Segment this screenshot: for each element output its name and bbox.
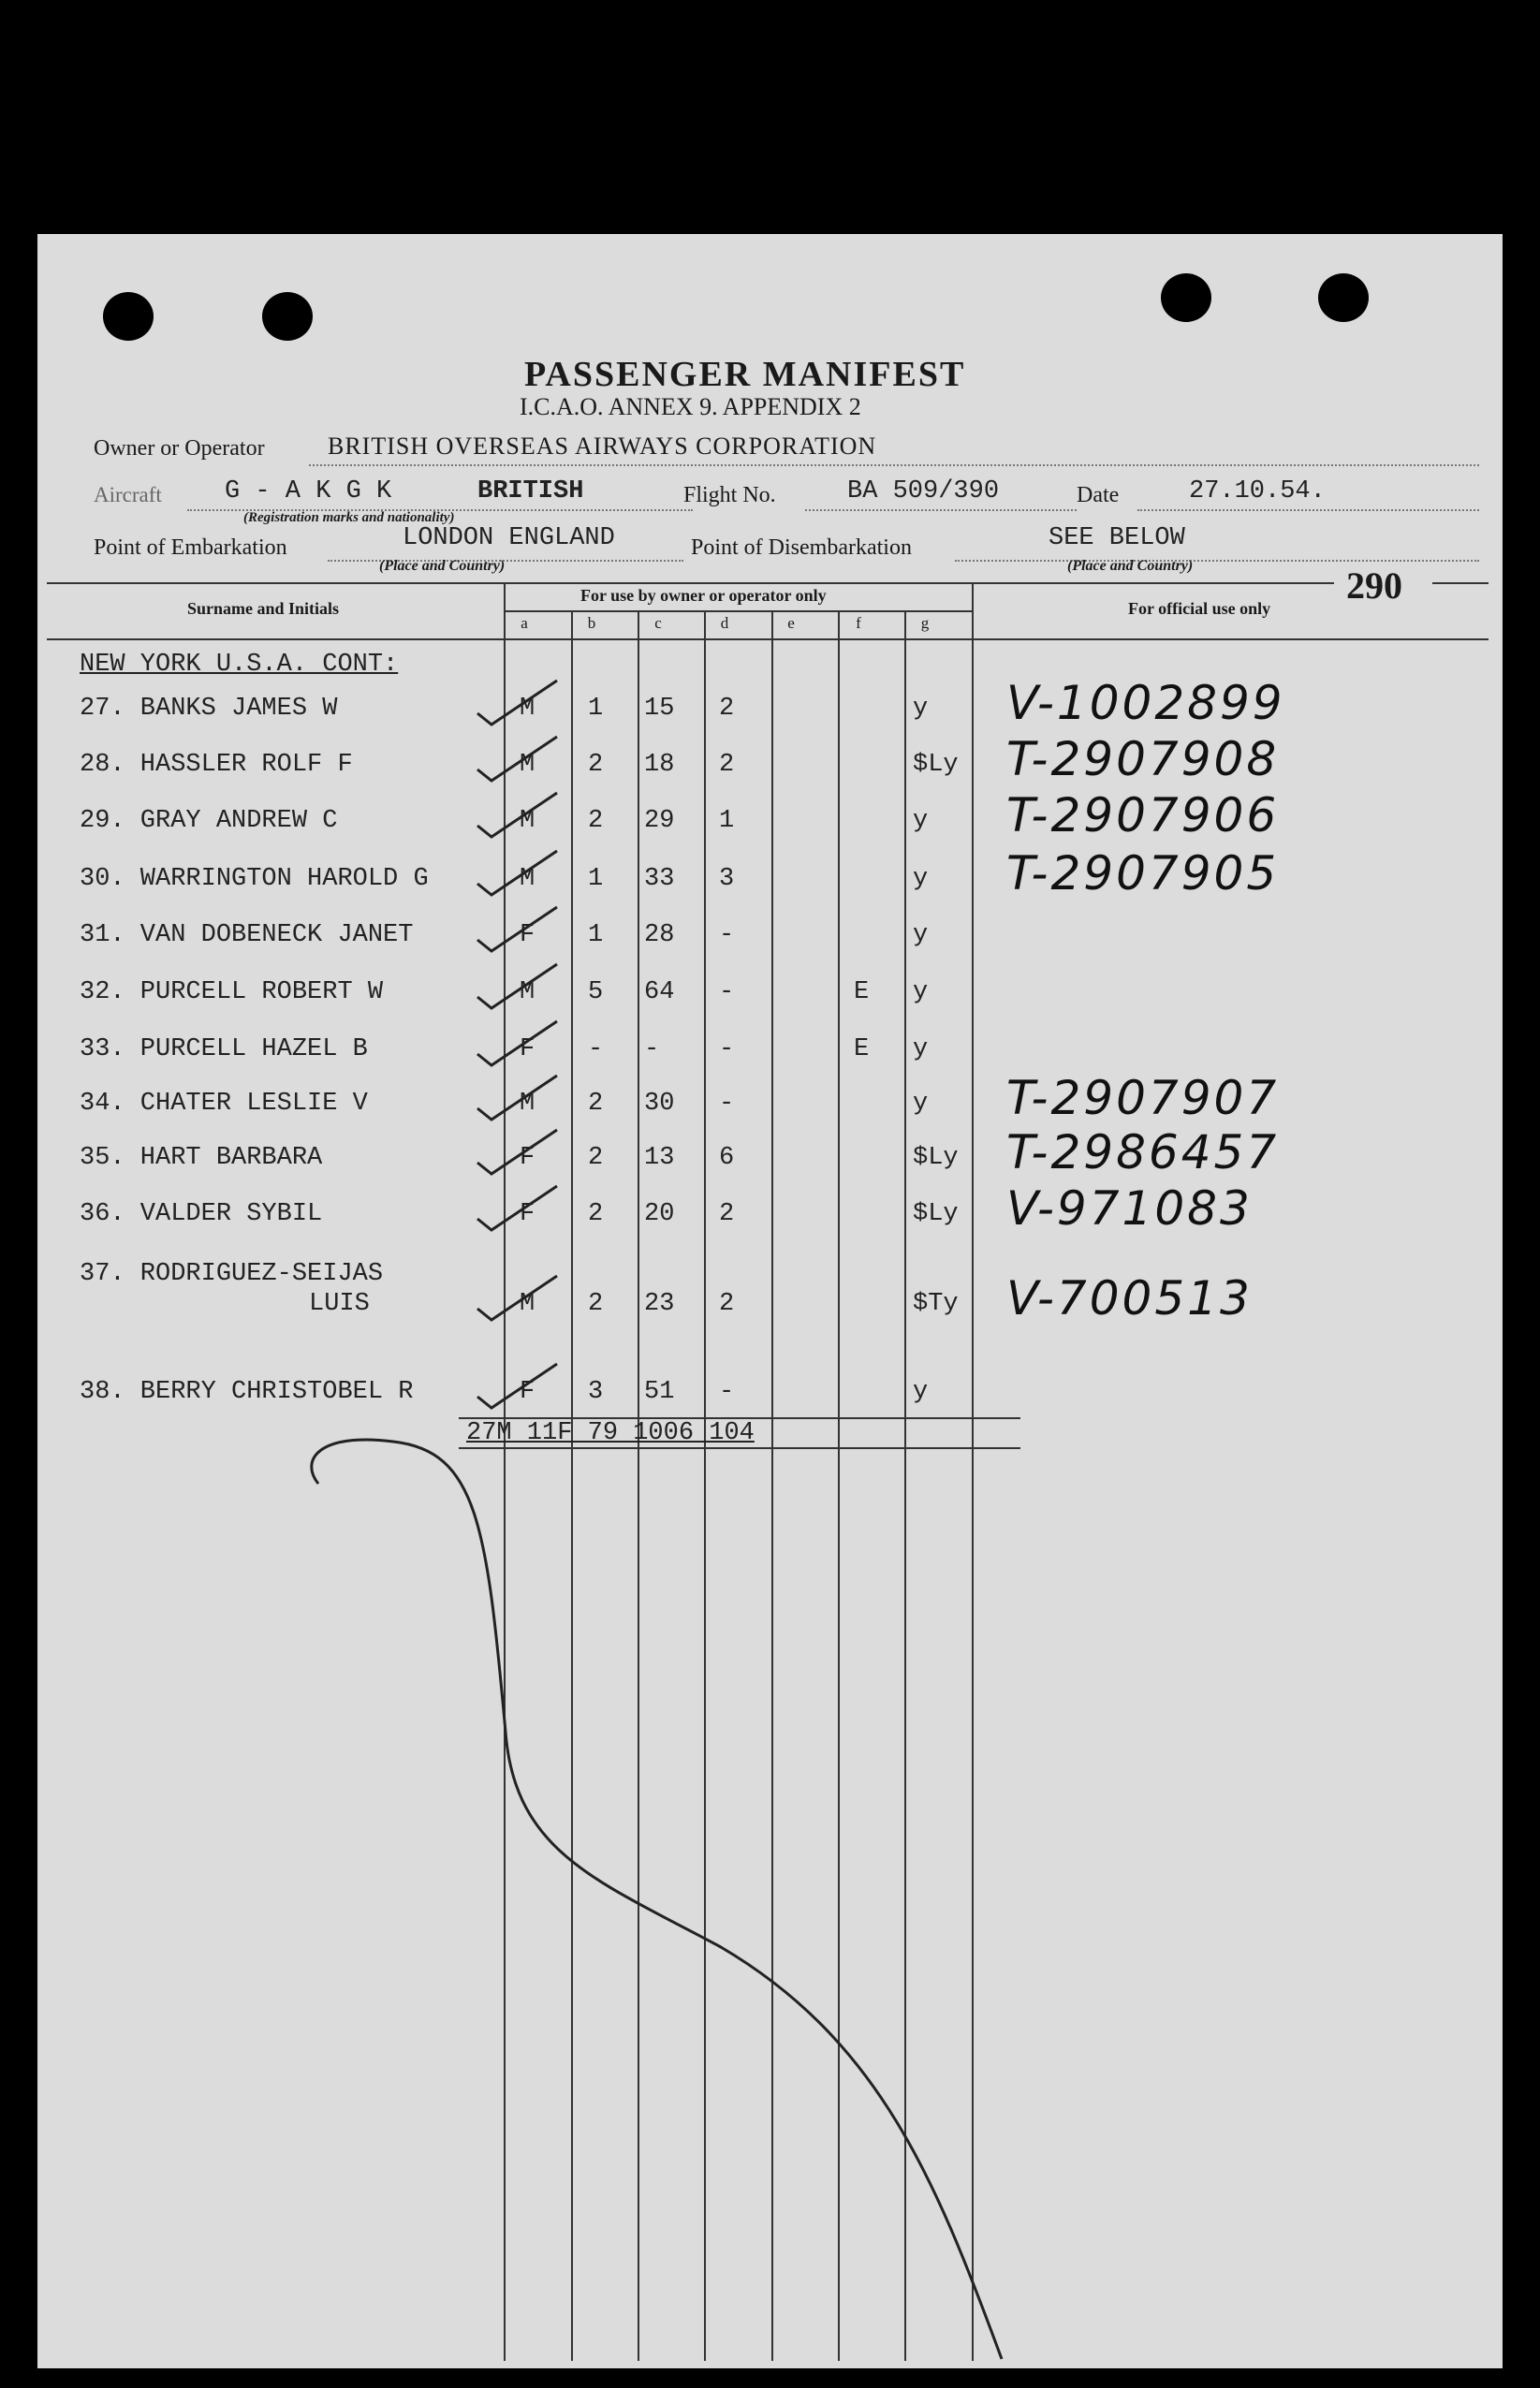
cell-a: F <box>520 921 535 949</box>
official-number: V-1002899 <box>1006 676 1285 730</box>
cell-d: - <box>719 978 735 1006</box>
cell-g: y <box>913 978 929 1006</box>
cell-b: 2 <box>588 1090 604 1118</box>
embark-caption: (Place and Country) <box>379 558 506 574</box>
cell-d: - <box>719 1090 735 1118</box>
cell-g: $Ly <box>913 1200 959 1228</box>
column-a-header: a <box>521 614 528 632</box>
cell-c: 20 <box>644 1200 675 1228</box>
cell-g: y <box>913 807 929 835</box>
date-label: Date <box>1077 483 1120 507</box>
check-mark <box>477 1076 557 1120</box>
name-header: Surname and Initials <box>187 599 340 618</box>
cell-a: F <box>520 1144 535 1172</box>
cell-d: 1 <box>719 807 735 835</box>
aircraft-caption: (Registration marks and nationality) <box>243 510 455 525</box>
cell-d: 2 <box>719 1290 735 1318</box>
passenger-name: 30. WARRINGTON HAROLD G <box>80 865 429 893</box>
cell-g: y <box>913 1035 929 1063</box>
passenger-name: 33. PURCELL HAZEL B <box>80 1035 368 1063</box>
cell-d: 6 <box>719 1144 735 1172</box>
cell-b: 1 <box>588 695 604 723</box>
cell-g: y <box>913 921 929 949</box>
cell-a: M <box>520 865 535 893</box>
cell-d: 2 <box>719 751 735 779</box>
page-number: 290 <box>1346 564 1402 607</box>
flight-label: Flight No. <box>683 483 776 507</box>
column-c-header: c <box>654 614 662 632</box>
cell-g: $Ly <box>913 751 959 779</box>
date-value: 27.10.54. <box>1189 477 1326 505</box>
check-mark <box>477 1130 557 1174</box>
cell-a: M <box>520 751 535 779</box>
passenger-name: 36. VALDER SYBIL <box>80 1200 323 1228</box>
cell-c: 18 <box>644 751 675 779</box>
cell-g: y <box>913 1090 929 1118</box>
official-number: T-2907907 <box>1006 1071 1280 1125</box>
cell-b: 2 <box>588 807 604 835</box>
owner-label: Owner or Operator <box>94 436 265 461</box>
cell-b: 2 <box>588 1290 604 1318</box>
official-number: T-2907905 <box>1006 846 1280 901</box>
pen-squiggle-line <box>312 1440 1002 2359</box>
check-mark <box>477 793 557 837</box>
passenger-name: 37. RODRIGUEZ-SEIJAS <box>80 1260 384 1288</box>
passenger-name: 27. BANKS JAMES W <box>80 695 338 723</box>
cell-c: 51 <box>644 1378 675 1406</box>
flight-value: BA 509/390 <box>847 477 1000 505</box>
official-number: T-2907908 <box>1006 732 1280 786</box>
section-heading: NEW YORK U.S.A. CONT: <box>80 651 399 679</box>
cell-c: 28 <box>644 921 675 949</box>
passenger-name: 34. CHATER LESLIE V <box>80 1090 368 1118</box>
cell-d: - <box>719 1035 735 1063</box>
check-mark <box>477 907 557 951</box>
check-mark <box>477 964 557 1008</box>
cell-c: 13 <box>644 1144 675 1172</box>
cell-c: 23 <box>644 1290 675 1318</box>
official-number: V-971083 <box>1006 1181 1253 1236</box>
cell-c: - <box>644 1035 660 1063</box>
cell-b: 3 <box>588 1378 604 1406</box>
cell-f: E <box>854 978 870 1006</box>
cell-d: 2 <box>719 1200 735 1228</box>
disembark-label: Point of Disembarkation <box>691 535 912 560</box>
check-mark <box>477 851 557 895</box>
official-number: T-2986457 <box>1006 1125 1280 1179</box>
cell-d: 3 <box>719 865 735 893</box>
cell-b: 2 <box>588 751 604 779</box>
passenger-name: 38. BERRY CHRISTOBEL R <box>80 1378 414 1406</box>
cell-c: 30 <box>644 1090 675 1118</box>
cell-g: y <box>913 865 929 893</box>
official-header: For official use only <box>1128 599 1271 618</box>
column-g-header: g <box>920 614 930 632</box>
embark-label: Point of Embarkation <box>94 535 287 560</box>
check-mark <box>477 681 557 725</box>
cell-b: - <box>588 1035 604 1063</box>
cell-g: $Ty <box>913 1290 959 1318</box>
check-mark <box>477 1186 557 1230</box>
embark-value: LONDON ENGLAND <box>403 524 615 552</box>
column-e-header: e <box>787 614 795 632</box>
column-f-header: f <box>856 614 861 632</box>
nationality-value: BRITISH <box>477 477 584 505</box>
cell-b: 1 <box>588 921 604 949</box>
passenger-name: 29. GRAY ANDREW C <box>80 807 338 835</box>
aircraft-label: Aircraft <box>94 483 162 506</box>
aircraft-value: G - A K G K <box>225 477 392 505</box>
passenger-name-continued: LUIS <box>309 1290 370 1318</box>
official-number: T-2907906 <box>1006 788 1280 842</box>
official-number: V-700513 <box>1006 1271 1253 1326</box>
cell-a: F <box>520 1378 535 1406</box>
column-d-header: d <box>720 614 729 632</box>
pen-marks <box>37 234 1503 2368</box>
check-mark <box>477 1364 557 1408</box>
cell-g: y <box>913 1378 929 1406</box>
cell-d: - <box>719 921 735 949</box>
passenger-name: 32. PURCELL ROBERT W <box>80 978 384 1006</box>
cell-c: 33 <box>644 865 675 893</box>
passenger-name: 28. HASSLER ROLF F <box>80 751 353 779</box>
cell-d: - <box>719 1378 735 1406</box>
owner-value: BRITISH OVERSEAS AIRWAYS CORPORATION <box>328 432 877 460</box>
passenger-name: 31. VAN DOBENECK JANET <box>80 921 414 949</box>
cell-b: 2 <box>588 1200 604 1228</box>
cell-a: M <box>520 1090 535 1118</box>
cell-g: y <box>913 695 929 723</box>
manifest-title: PASSENGER MANIFEST <box>524 355 966 394</box>
cell-b: 5 <box>588 978 604 1006</box>
column-b-header: b <box>587 614 596 632</box>
check-mark <box>477 1276 557 1320</box>
disembark-caption: (Place and Country) <box>1067 558 1194 574</box>
cell-a: F <box>520 1035 535 1063</box>
cell-g: $Ly <box>913 1144 959 1172</box>
disembark-value: SEE BELOW <box>1049 524 1185 552</box>
cell-b: 2 <box>588 1144 604 1172</box>
cell-c: 29 <box>644 807 675 835</box>
cell-f: E <box>854 1035 870 1063</box>
passenger-name: 35. HART BARBARA <box>80 1144 323 1172</box>
totals-row: 27M 11F 79 1006 104 <box>466 1419 755 1447</box>
check-mark <box>477 1021 557 1065</box>
cell-d: 2 <box>719 695 735 723</box>
cell-a: M <box>520 695 535 723</box>
operator-header: For use by owner or operator only <box>580 586 827 605</box>
cell-a: M <box>520 807 535 835</box>
cell-c: 64 <box>644 978 675 1006</box>
cell-a: M <box>520 978 535 1006</box>
cell-a: F <box>520 1200 535 1228</box>
cell-c: 15 <box>644 695 675 723</box>
manifest-page <box>37 234 1503 2368</box>
cell-a: M <box>520 1290 535 1318</box>
cell-b: 1 <box>588 865 604 893</box>
check-mark <box>477 737 557 781</box>
manifest-subtitle: I.C.A.O. ANNEX 9. APPENDIX 2 <box>520 393 861 420</box>
